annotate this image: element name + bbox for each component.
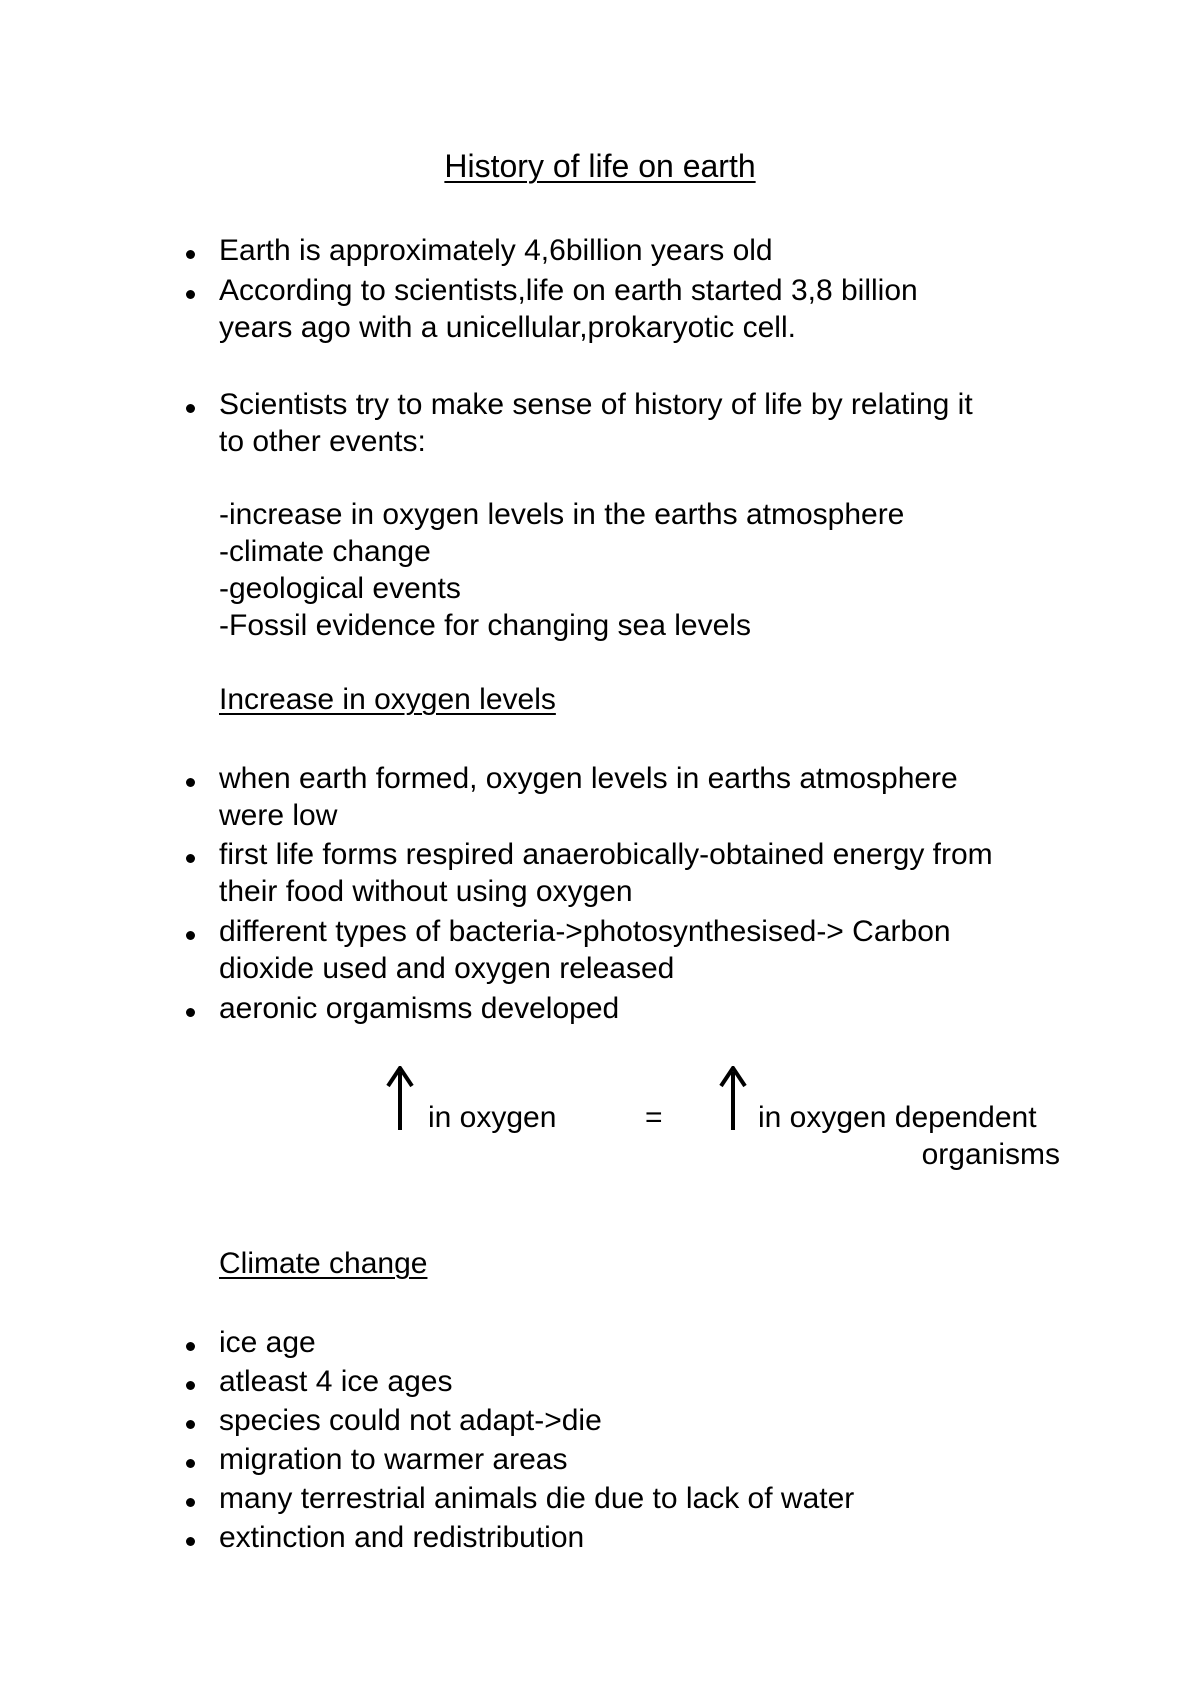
oxygen-item-2-line-2: their food without using oxygen bbox=[219, 875, 633, 908]
climate-item: many terrestrial animals die due to lack of water bbox=[219, 1482, 855, 1515]
event-item: -geological events bbox=[219, 572, 461, 605]
equation-equals: = bbox=[645, 1101, 663, 1134]
climate-item: atleast 4 ice ages bbox=[219, 1365, 453, 1398]
section-heading-climate: Climate change bbox=[219, 1247, 428, 1280]
bullet-icon bbox=[186, 931, 195, 940]
climate-item: species could not adapt->die bbox=[219, 1404, 602, 1437]
equation-left: in oxygen bbox=[428, 1101, 557, 1134]
equation-right-line-2: organisms bbox=[921, 1138, 1060, 1171]
intro-item-1: Earth is approximately 4,6billion years old bbox=[219, 234, 773, 267]
up-arrow-icon bbox=[385, 1066, 415, 1132]
bullet-icon bbox=[186, 1381, 195, 1390]
event-item: -increase in oxygen levels in the earths atmosphere bbox=[219, 498, 905, 531]
bullet-icon bbox=[186, 290, 195, 299]
intro-item-2-line-2: years ago with a unicellular,prokaryotic cell. bbox=[219, 311, 796, 344]
bullet-icon bbox=[186, 250, 195, 259]
climate-item: ice age bbox=[219, 1326, 316, 1359]
bullet-icon bbox=[186, 778, 195, 787]
bullet-icon bbox=[186, 1498, 195, 1507]
bullet-icon bbox=[186, 1008, 195, 1017]
oxygen-item-1-line-1: when earth formed, oxygen levels in earths atmosphere bbox=[219, 762, 958, 795]
oxygen-item-2-line-1: first life forms respired anaerobically-obtained energy from bbox=[219, 838, 993, 871]
climate-item: extinction and redistribution bbox=[219, 1521, 585, 1554]
oxygen-item-3-line-1: different types of bacteria->photosynthesised-> Carbon bbox=[219, 915, 951, 948]
bullet-icon bbox=[186, 1537, 195, 1546]
bullet-icon bbox=[186, 1459, 195, 1468]
intro-item-3-line-2: to other events: bbox=[219, 425, 426, 458]
up-arrow-icon bbox=[718, 1066, 748, 1132]
event-item: -Fossil evidence for changing sea levels bbox=[219, 609, 751, 642]
intro-item-2-line-1: According to scientists,life on earth started 3,8 billion bbox=[219, 274, 918, 307]
oxygen-item-3-line-2: dioxide used and oxygen released bbox=[219, 952, 675, 985]
bullet-icon bbox=[186, 404, 195, 413]
climate-item: migration to warmer areas bbox=[219, 1443, 568, 1476]
intro-item-3-line-1: Scientists try to make sense of history of life by relating it bbox=[219, 388, 973, 421]
page-title: History of life on earth bbox=[444, 148, 756, 184]
bullet-icon bbox=[186, 1420, 195, 1429]
bullet-icon bbox=[186, 854, 195, 863]
bullet-icon bbox=[186, 1342, 195, 1351]
section-heading-oxygen: Increase in oxygen levels bbox=[219, 683, 556, 716]
event-item: -climate change bbox=[219, 535, 431, 568]
oxygen-item-1-line-2: were low bbox=[219, 799, 338, 832]
equation-right-line-1: in oxygen dependent bbox=[758, 1101, 1037, 1134]
oxygen-item-4: aeronic orgamisms developed bbox=[219, 992, 620, 1025]
